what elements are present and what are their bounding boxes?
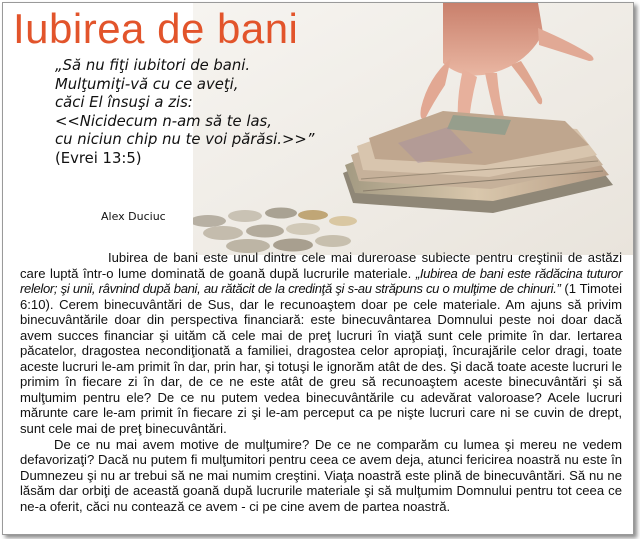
verse-line: „Să nu fiţi iubitori de bani. [55,57,251,74]
verse-line: <<Nicidecum n-am să te las, [55,112,272,130]
paragraph-text: Iubirea de bani este unul dintre cele mai dureroase subiecte pentru creştinii de astăzi care luptă într-o lume dominată de goană după lucrurile materiale. [20,250,622,281]
paragraph-text: (1 Timotei 6:10). Cerem binecuvântări de Sus, dar le recunoaştem doar pe cele materiale. Am ajuns să privim binecuvântările doar din perspectiva financiară: este binecuvântarea Domnului peste noi doar dacă avem succes financiar şi uităm că cele mai de preţ lucruri în viaţă sunt cele primite în dar. Iertarea păcatelor, dragostea necondiţionată a familiei, dragostea celor apropiaţi, încurajările celor dragi, toate aceste lucruri le-am primit în dar, prin har, şi totuşi le ignorăm atât de des. Şi dacă toate aceste lucruri le primim în fiecare zi în dar, de ce ne este atât de greu să recunoaştem aceste binecuvântări şi să mulţumim pentru ele? De ce nu putem vedea binecuvântările cu adevărat valoroase? Acele lucruri mărunte care le-am primit în fiecare zi şi le-am perceput ca pe nişte lucruri care ni se cuvin de drept, sunt cele mai de preţ binecuvântări. [20,281,623,437]
author-name: Alex Duciuc [101,210,166,223]
article-title: Iubirea de bani [13,5,299,52]
verse-line: căci El însuşi a zis: [55,94,193,111]
paragraph [20,250,622,437]
article-body [20,250,622,514]
verse-line: Mulţumiţi-vă cu ce aveţi, [55,75,239,93]
verse-reference: (Evrei 13:5) [55,149,142,167]
scripture-citation: „Iubirea de bani este rădăcina tuturor relelor; şi unii, râvnind după bani, au rătăcit de la credinţă şi s-au străpuns cu o mulţime de chinuri.” [20,265,622,297]
paragraph: De ce nu mai avem motive de mulţumire? De ce ne comparăm cu lumea şi mereu ne vedem defavorizaţi? Dacă nu putem fi mulţumitori pentru ceea ce avem deja, atunci fericirea noastră nu este în Dumnezeu şi nu ar trebui să ne mai numim creştini. Viaţa noastră este plină de binecuvântări. Să nu ne lăsăm dar orbiţi de această goană după lucrurile materiale şi să mulţumim Domnului pentru tot ceea ce ne-a oferit, căci nu contează ce avem - ci pe cine avem de partea noastră. [20,436,622,514]
article-card [2,2,634,535]
verse-line: cu niciun chip nu te voi părăsi.>>” [55,131,315,148]
scripture-quote [55,57,355,168]
